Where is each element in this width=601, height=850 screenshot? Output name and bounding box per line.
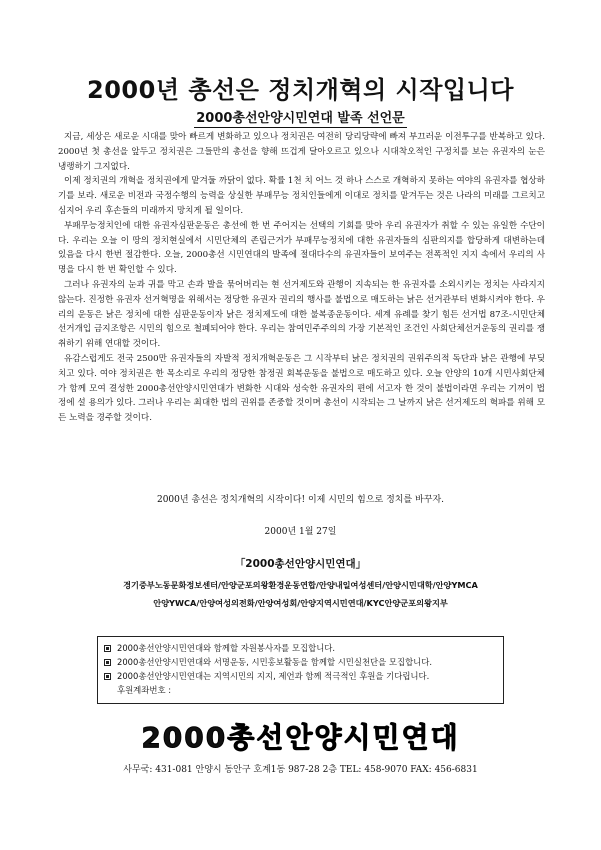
notice-text: 2000총선안양시민연대와 함께할 자원봉사자를 모집합니다. bbox=[117, 643, 336, 653]
notice-text: 2000총선안양시민연대와 서명운동, 시민홍보활동을 함께할 시민실천단을 모집합니다. bbox=[117, 657, 433, 667]
office-address: 사무국: 431-081 안양시 동안구 호계1동 987-28 2층 TEL: 458-9070 FAX: 456-6831 bbox=[123, 765, 478, 775]
paragraph: 지금, 세상은 새로운 시대를 맞아 빠르게 변화하고 있으나 정치권은 여전히 당리당략에 빠져 부끄러운 이전투구를 반복하고 있다. 2000년 첫 총선을 앞두고 정치권은 그들만의 총선을 향해 뜨겁게 달아오르고 있으나 시대착오적인 구정치를 보는 유권자의 눈은 냉랭하기 그지없다. bbox=[58, 132, 545, 172]
notice-item bbox=[104, 641, 503, 655]
notice-text: 2000총선안양시민연대는 지역시민의 지지, 제언과 함께 적극적인 후원을 기다립니다. bbox=[117, 671, 430, 681]
paragraph: 이제 정치권의 개혁을 정치권에게 맡겨둘 까닭이 없다. 확률 1천 치 어느 것 하나 스스로 개혁하지 못하는 여야의 유권자를 협상하기를 보라. 새로운 비전과 국정수행의 능력을 상실한 부패무능 정치인들에게 이대로 정치를 맡겨두는 것은 나라의 미래를 그르치고 심지어 우리 후손들의 미래까지 망치게 될 일이다. bbox=[58, 176, 545, 216]
slogan: 2000년 총선은 정치개혁의 시작이다! 이제 시민의 힘으로 정치를 바꾸자. bbox=[156, 495, 444, 505]
square-bullet-icon bbox=[104, 673, 111, 680]
square-bullet-icon bbox=[104, 659, 111, 666]
member-organizations bbox=[70, 576, 531, 612]
members-line: 안양YWCA/안양여성의전화/안양여성회/안양지역시민연대/KYC안양군포의왕지부 bbox=[153, 598, 448, 608]
paragraph: 그러나 유권자의 눈과 귀를 막고 손과 발을 묶어버리는 현 선거제도와 관행이 지속되는 한 유권자를 소외시키는 정치는 사라지지 않는다. 진정한 유권자 선거혁명을 위해서는 정당한 유권자 권리의 행사를 불법으로 매도하는 낡은 선거관부터 변화시켜야 한다. 우리의 운동은 낡은 정치에 대한 심판운동이자 낡은 정치제도에 대한 불복종운동이다. 세계 유례를 찾기 힘든 선거법 87조-시민단체 선거개입 금지조항은 시민의 힘으로 철폐되어야 한다. 우리는 참여민주주의의 가장 기본적인 조건인 사회단체선거운동의 권리를 쟁취하기 위해 연대할 것이다. bbox=[58, 279, 545, 350]
document-subtitle bbox=[0, 107, 601, 128]
paragraph: 부패무능정치인에 대한 유권자심판운동은 총선에 한 번 주어지는 선택의 기회를 맞아 우리 유권자가 취할 수 있는 유일한 수단이다. 우리는 오늘 이 땅의 정치현실에서 시민단체의 존립근거가 부패무능정치에 대한 유권자들의 심판의지를 합당하게 대변하는데 있음을 다시 한번 절감한다. 오늘, 2000총선 시민연대의 발족에 절대다수의 유권자들이 보여주는 전폭적인 지지 속에서 우리의 사명을 다시 한 번 확인할 수 있다. bbox=[58, 220, 545, 276]
organization-name: 「2000총선안양시민연대」 bbox=[234, 558, 367, 570]
square-bullet-icon bbox=[104, 645, 111, 652]
document-title: 2000년 총선은 정치개혁의 시작입니다 bbox=[87, 76, 514, 104]
organization-banner: 2000총선안양시민연대 bbox=[141, 721, 460, 754]
subtitle-text: 2000총선안양시민연대 발족 선언문 bbox=[194, 107, 407, 128]
members-line: 경기중부노동문화정보센터/안양군포의왕환경운동연합/안양내일여성센터/안양시민대학/안양YMCA bbox=[123, 580, 478, 590]
paragraph: 유감스럽게도 전국 2500만 유권자들의 자발적 정치개혁운동은 그 시작부터 낡은 정치권의 권위주의적 독단과 낡은 관행에 부딪치고 있다. 여야 정치권은 한 목소리로 우리의 정당한 참정권 회복운동을 불법으로 매도하고 있다. 오늘 안양의 10개 시민사회단체가 함께 모여 결성한 2000총선안양시민연대가 변화한 시대와 성숙한 유권자의 편에 서고자 한 것이 불법이라면 우리는 기꺼이 법정에 설 용의가 있다. 그러나 우리는 최대한 법의 권위를 존중할 것이며 총선이 시작되는 그 날까지 낡은 선거제도의 혁파를 위해 모든 노력을 경주할 것이다. bbox=[58, 353, 545, 424]
declaration-date: 2000년 1월 27일 bbox=[264, 527, 337, 537]
notice-item bbox=[104, 669, 503, 683]
declaration-body bbox=[58, 130, 545, 426]
notice-item bbox=[104, 655, 503, 669]
donation-account-label: 후원계좌번호 : bbox=[117, 685, 172, 695]
recruitment-notice-box bbox=[97, 636, 504, 704]
